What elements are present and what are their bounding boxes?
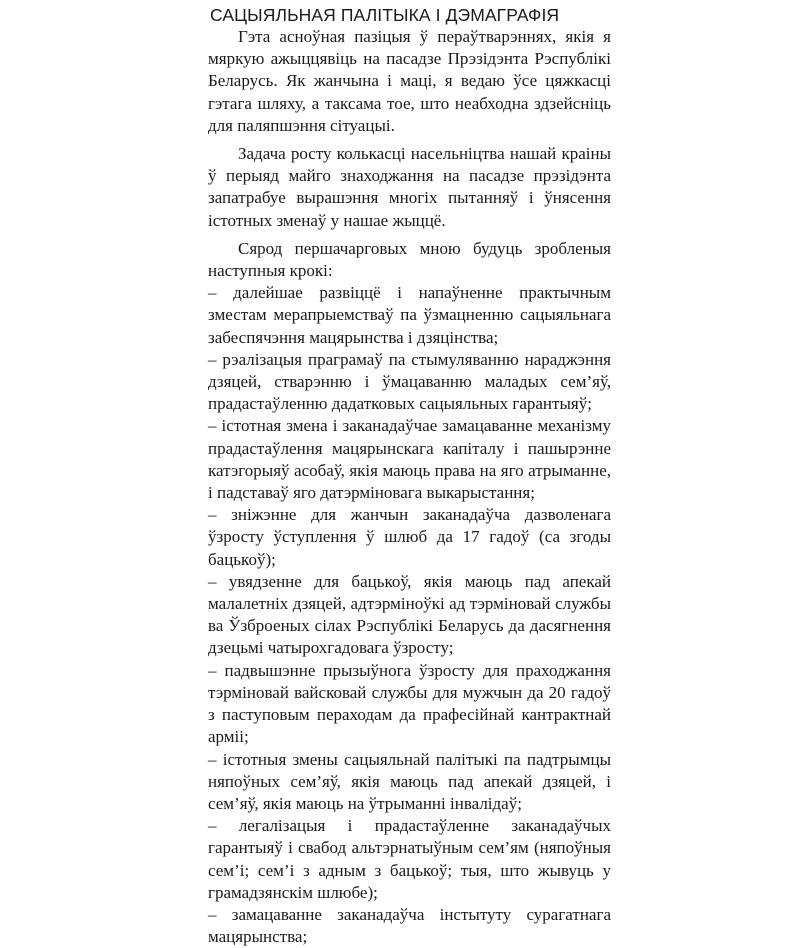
list-item: – падвышэнне прызыўнога ўзросту для праходжання тэрміновай вайсковай службы для мужчын да 20 гадоў з паступовым пераходам да прафесійнай кантрактнай арміі; <box>208 660 611 747</box>
paragraph-intro: Гэта асноўная пазіцыя ў пераўтварэннях, якія я мяркую ажыццявіць на пасадзе Прэзідэнта Рэспублікі Беларусь. Як жанчына і маці, я ведаю ўсе цяжкасці гэтага шляху, а таксама тое, што неабходна здзейсніць для паляпшэння сітуацыі. <box>208 27 611 135</box>
paragraph-first-steps: Сярод першачарговых мною будуць зробленыя наступныя крокі: <box>208 238 611 281</box>
list-item: – увядзенне для бацькоў, якія маюць пад апекай малалетніх дзяцей, адтэрміноўкі ад тэрміновай службы ва Ўзброеных сілах Рэспублікі Беларусь да дасягнення дзецьмі чатырохгадовага ўзросту; <box>208 571 611 658</box>
list-item: – істотная змена і заканадаўчае замацаванне механізму прадастаўлення мацярынскага капіталу і пашырэнне катэгорыяў асобаў, якія маюць права на яго атрыманне, і падставаў яго датэрмiновага выкарыстання; <box>208 416 611 503</box>
list-item: – замацаванне заканадаўча інстытуту сурагатнага мацярынства; <box>208 904 611 947</box>
text-column <box>208 4 611 948</box>
list-item: – далейшае развіццё і напаўненне практычным зместам мерапрыемстваў па ўзмацненню сацыяльнага забеспячэння мацярынства і дзяцінства; <box>208 283 611 347</box>
list-item: – рэалізацыя праграмаў па стымуляванню нараджэння дзяцей, стварэнню і ўмацаванню маладых сем’яў, прадастаўленню дадатковых сацыяльных гарантыяў; <box>208 349 611 414</box>
section-title: САЦЫЯЛЬНАЯ ПАЛІТЫКА І ДЭМАГРАФІЯ <box>210 5 560 25</box>
list-item: – зніжэнне для жанчын заканадаўча дазволенага ўзросту ўступлення ў шлюб да 17 гадоў (са згоды бацькоў); <box>208 505 611 569</box>
paragraph-population-growth: Задача росту колькасці насельніцтва нашай краіны ў перыяд майго знаходжання на пасадзе прэзідэнта запатрабуе вырашэння многіх пытанняў і ўнясення істотных зменаў у нашае жыццё. <box>208 144 611 230</box>
list-item: – легалізацыя і прадастаўленне заканадаўчых гарантыяў і свабод альтэрнатыўным сем’ям (няпоўныя сем’і; сем’і з адным з бацькоў; тыя, што жывуць у грамадзянскім шлюбе); <box>208 816 611 902</box>
list-item: – істотныя змены сацыяльнай палітыкі па падтрымцы няпоўных сем’яў, якія маюць пад апекай дзяцей, і сем’яў, якія маюць на ўтрыманні інвалідаў; <box>208 749 611 813</box>
